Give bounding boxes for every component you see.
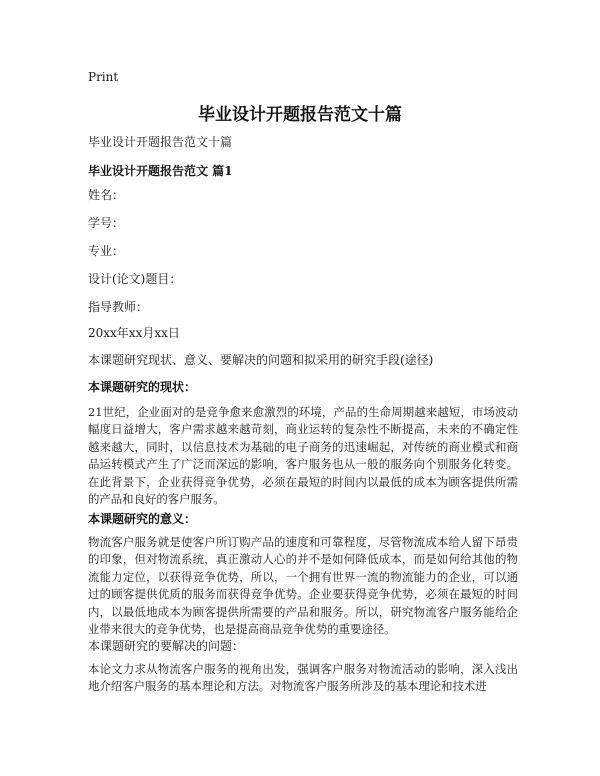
field-name: 姓名： [88, 188, 125, 202]
significance-paragraph: 物流客户服务就是使客户所订购产品的速度和可靠程度，尽管物流成本给人留下昂贵的印象，但对物流系统，真正激动人心的并不是如何降低成本，而是如何给其他的物流能力定位，以获得竞争优势，所以，一个拥有世界一流的物流能力的企业，可以通过的顾客提供优质的服务而获得竞争优势。企业要获得竞争优势，必须在最短的时间内，以最低地成本为顾客提供所需要的产品和服务。所以，研究物流客户服务能给企业带来很大的竞争优势，也是提高商品竞争优势的重要途径。 [88, 535, 518, 637]
field-major: 专业： [88, 244, 125, 258]
section-heading-article-1: 毕业设计开题报告范文 篇1 [88, 164, 233, 178]
field-thesis-topic: 设计(论文)题目： [88, 272, 182, 286]
print-label: Print [88, 70, 119, 84]
field-date: 20xx年xx月xx日 [88, 326, 180, 340]
document-subtitle: 毕业设计开题报告范文十篇 [88, 135, 233, 149]
status-heading: 本课题研究的现状： [88, 380, 197, 394]
significance-heading: 本课题研究的意义： [88, 512, 197, 526]
document-title: 毕业设计开题报告范文十篇 [198, 105, 402, 125]
problems-heading: 本课题研究的要解决的问题： [88, 639, 245, 653]
status-paragraph: 21世纪，企业面对的是竞争愈来愈激烈的环境，产品的生命周期越来越短，市场波动幅度日益增大，客户需求越来越苛刻，商业运转的复杂性不断提高，未来的不确定性越来越大，同时，以信息技术为基础的电子商务的迅速崛起，对传统的商业模式和商品运转模式产生了广泛而深远的影响，客户服务也从一般的服务向个别服务化转变。在此背景下，企业获得竞争优势，必须在最短的时间内以最低的成本为顾客提供所需的产品和良好的客户服务。 [88, 405, 518, 507]
intro-line: 本课题研究现状、意义、要解决的问题和拟采用的研究手段(途径) [88, 353, 434, 367]
field-advisor: 指导教师： [88, 300, 149, 314]
problems-paragraph: 本论文力求从物流客户服务的视角出发，强调客户服务对物流活动的影响，深入浅出地介绍客户服务的基本理论和方法。对物流客户服务所涉及的基本理论和技术进 [88, 662, 518, 694]
field-student-id: 学号： [88, 216, 125, 230]
